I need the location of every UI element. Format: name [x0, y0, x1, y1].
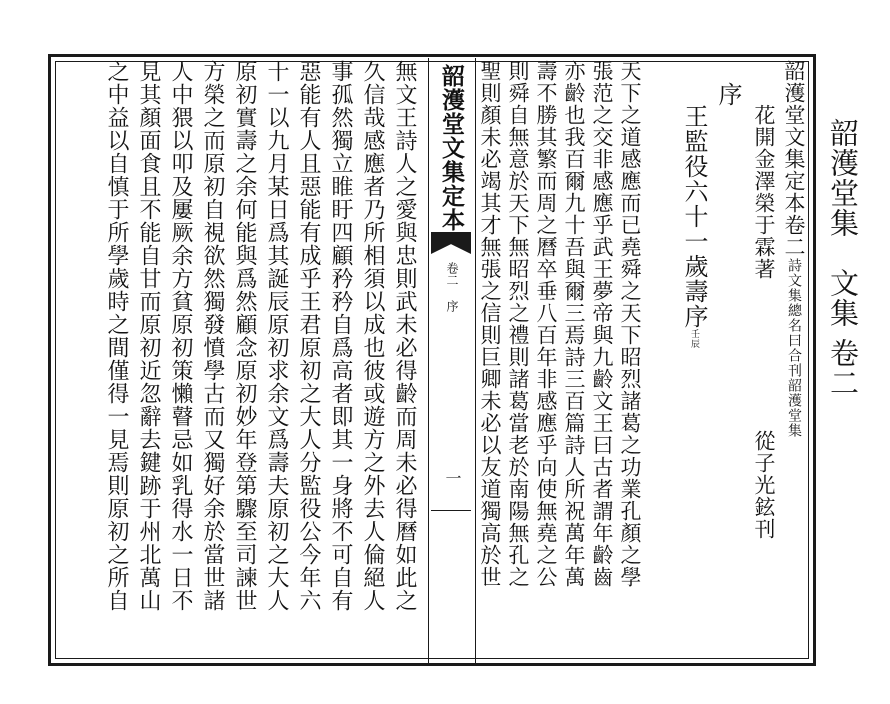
text-column: 天下之道感應而已堯舜之天下昭烈諸葛之功業孔顏之學: [618, 60, 642, 588]
margin-title: 韶濩堂集 文集 卷二: [826, 118, 860, 399]
text-column: 原初實壽之余何能與爲然顧念原初妙年登第驟至司諫世: [232, 60, 257, 612]
text-column: 事孤然獨立睢盱四顧矜矜自爲高者即其一身將不可自有: [328, 60, 353, 612]
text-column-last-right: 聖則顏未必竭其才無張之信則巨卿未必以友道獨高於世: [478, 60, 502, 588]
spine-page-mark: 一: [443, 470, 462, 486]
text-column: 壽不勝其繁而周之曆卒垂八百年非感應乎向使無堯之公: [534, 60, 558, 588]
spine-title: 韶濩堂文集定本: [438, 64, 465, 232]
text-column: 人中猥以叩及屢厥余方貧原初策懶瞽忌如乳得水一日不: [168, 60, 193, 612]
essay-title: 王監役六十一歲壽序壬辰: [680, 104, 708, 349]
text-column: 亦齡也我百爾九十吾與爾三焉詩三百篇詩人所祝萬年萬: [562, 60, 586, 588]
text-column: 之中益以自慎于所學歲時之間僅得一見焉則原初之所自: [104, 60, 129, 612]
text-column: 則舜自無意於天下無昭烈之禮則諸葛當老於南陽無孔之: [506, 60, 530, 588]
text-column: 無文王詩人之愛與忠則武未必得齡而周未必得曆如此之: [392, 60, 417, 612]
book-heading: 韶濩堂文集定本卷二詩文集總名曰合刊韶濩堂集: [782, 60, 806, 438]
text-column: 張范之交非感應乎武王夢帝與九齡文王曰古者謂年齡齒: [590, 60, 614, 588]
author-credit: 花開金澤榮于霖著從子光鉉刊: [752, 104, 776, 540]
spine-rule: [431, 510, 471, 511]
text-column: 惡能有人且惡能有成乎王君原初之大人分監役公今年六: [296, 60, 321, 612]
text-column: 見其顏面食且不能自甘而原初近忽辭去鍵跡于州北萬山: [136, 60, 161, 612]
text-column: 方榮之而原初自視欲然獨發憤學古而又獨好余於當世諸: [200, 60, 225, 612]
spine-chapter-label: 卷二 序: [445, 262, 459, 312]
section-heading: 序: [714, 82, 742, 107]
text-column: 十一以九月某日爲其誕辰原初求余文爲壽夫原初之大人: [264, 60, 289, 612]
text-column: 久信哉感應者乃所相須以成也彼或遊方之外去人倫絕人: [360, 60, 385, 612]
